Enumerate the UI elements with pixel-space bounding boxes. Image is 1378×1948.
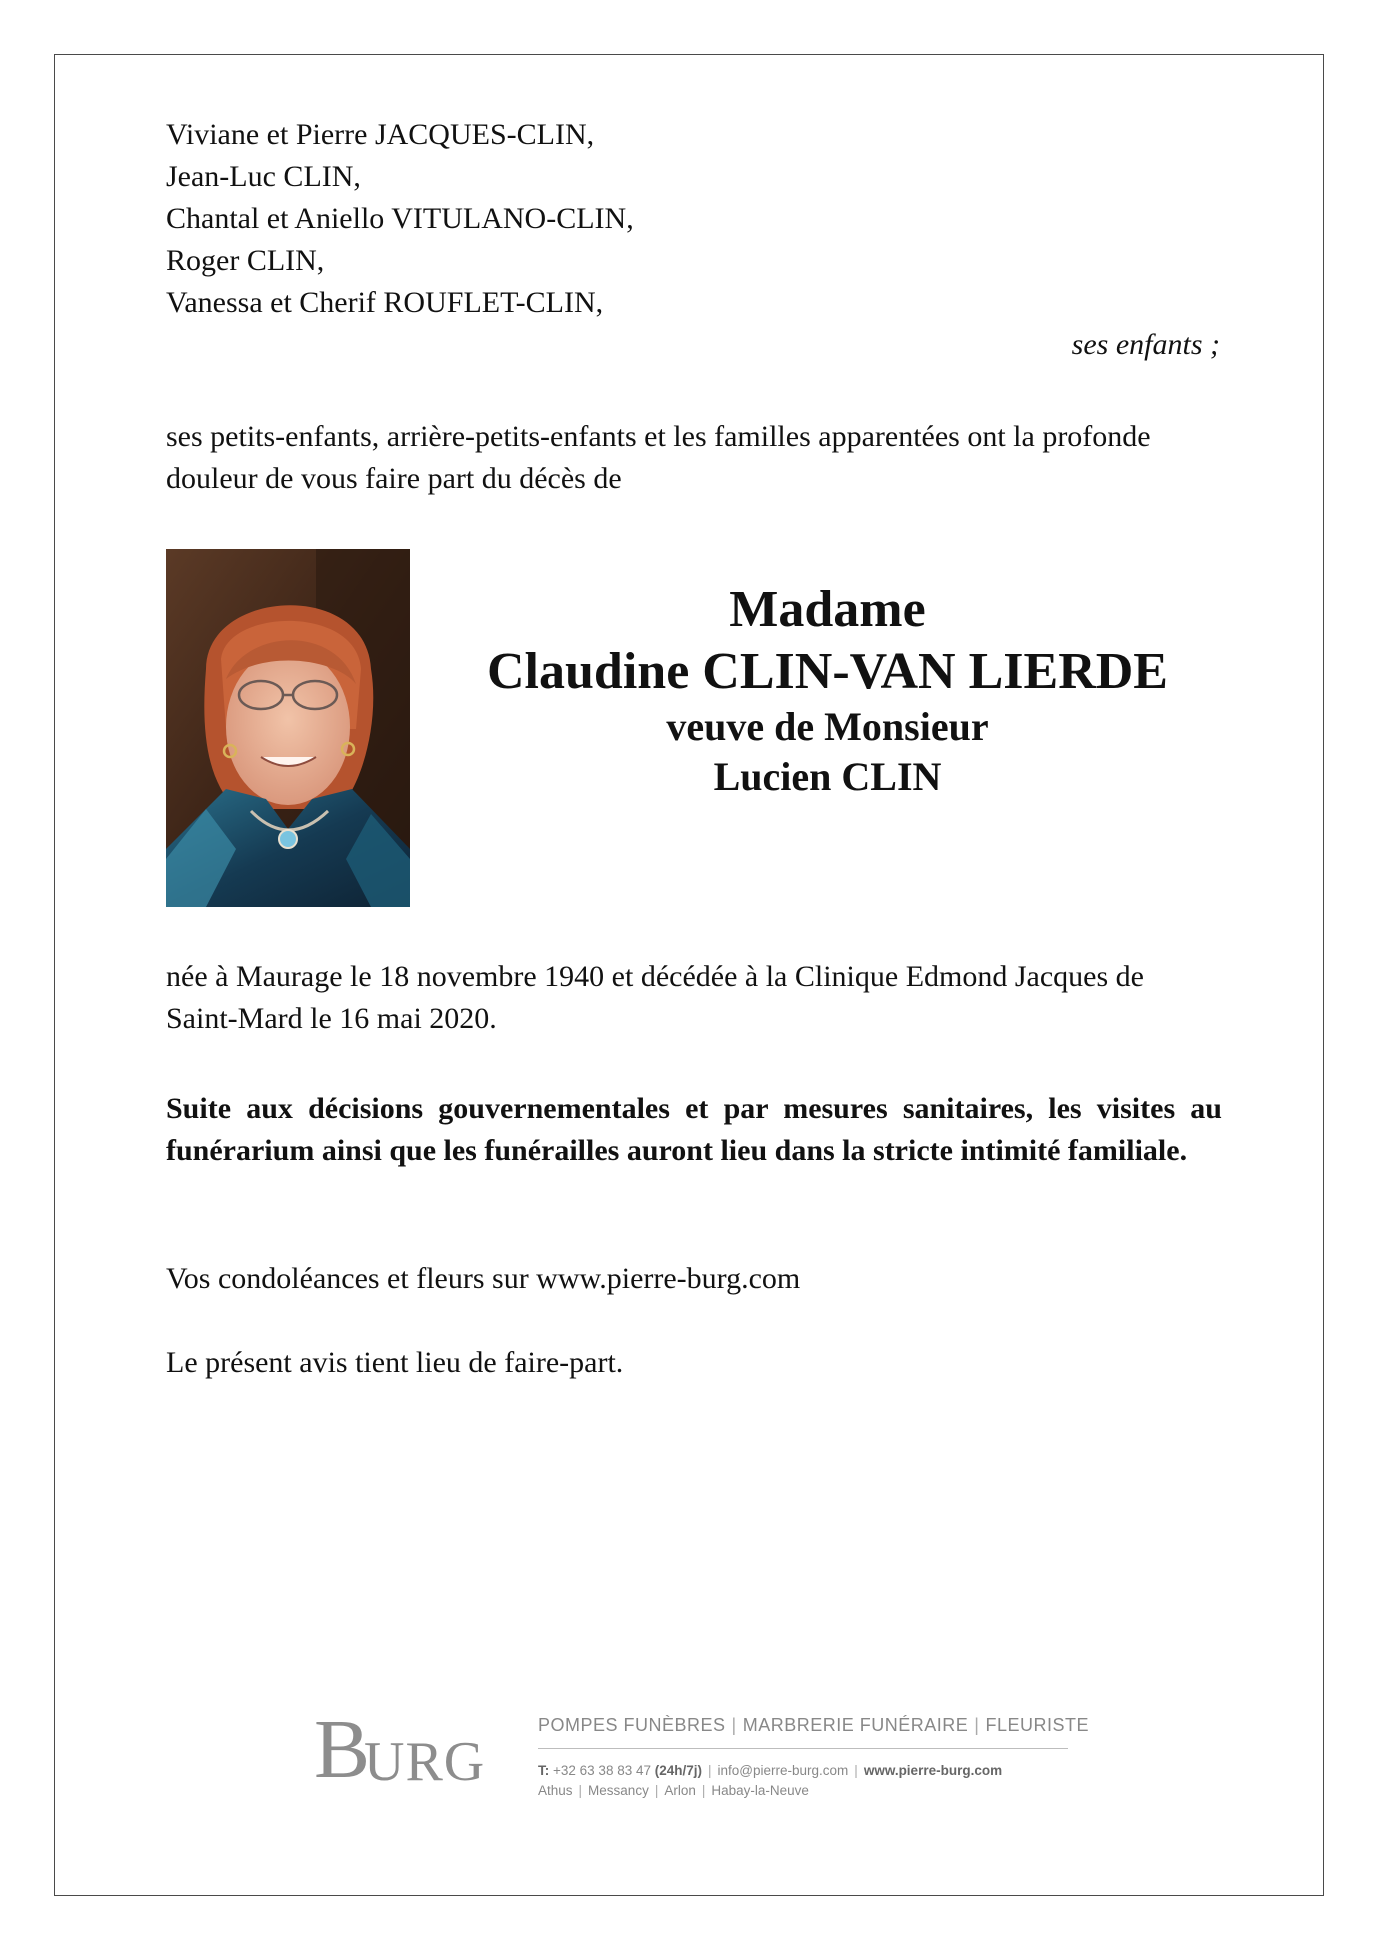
- place-item: Habay-la-Neuve: [711, 1783, 809, 1798]
- service-item: POMPES FUNÈBRES: [538, 1715, 726, 1735]
- deceased-name-block: [420, 580, 1235, 802]
- separator: |: [854, 1763, 858, 1778]
- email-link[interactable]: info@pierre-burg.com: [717, 1763, 849, 1778]
- footer-info: [538, 1712, 1089, 1801]
- birth-death-paragraph: née à Maurage le 18 novembre 1940 et décédée à la Clinique Edmond Jacques de Saint-Mard le 16 mai 2020.: [166, 960, 1144, 1035]
- footer-places: [538, 1781, 1068, 1801]
- condolences-paragraph: Vos condoléances et fleurs sur www.pierre-burg.com: [166, 1262, 801, 1295]
- child-name: Viviane et Pierre JACQUES-CLIN,: [166, 118, 595, 151]
- website-link[interactable]: www.pierre-burg.com: [863, 1763, 1003, 1778]
- burg-logo: [314, 1703, 494, 1796]
- child-name: Jean-Luc CLIN,: [166, 160, 361, 193]
- place-item: Athus: [538, 1783, 573, 1798]
- children-list: [166, 114, 1222, 366]
- deceased-title: Madame: [729, 581, 926, 638]
- child-name: Vanessa et Cherif ROUFLET-CLIN,: [166, 286, 604, 319]
- intro-paragraph: ses petits-enfants, arrière-petits-enfants et les familles apparentées ont la profonde douleur de vous faire part du décès de: [166, 420, 1151, 495]
- deceased-name: Claudine CLIN-VAN LIERDE: [487, 643, 1168, 700]
- spouse-name: Lucien CLIN: [713, 754, 942, 799]
- sanitary-notice: Suite aux décisions gouvernementales et par mesures sanitaires, les visites au funérarium ainsi que les funérailles auront lieu dans la stricte intimité familiale.: [166, 1092, 1222, 1167]
- phone-label: T:: [538, 1763, 550, 1778]
- faire-part-note: Le présent avis tient lieu de faire-part.: [166, 1346, 624, 1379]
- separator: |: [654, 1783, 659, 1798]
- service-item: MARBRERIE FUNÉRAIRE: [742, 1715, 969, 1735]
- logo-rest: URG: [364, 1731, 486, 1793]
- phone-number: +32 63 38 83 47: [553, 1763, 651, 1778]
- separator: |: [578, 1783, 583, 1798]
- relation-label: veuve de Monsieur: [666, 704, 989, 749]
- separator: |: [974, 1715, 980, 1735]
- separator: |: [701, 1783, 706, 1798]
- separator: |: [731, 1715, 737, 1735]
- footer-services: [538, 1712, 1089, 1749]
- children-role: ses enfants ;: [1071, 328, 1220, 361]
- portrait-photo: [166, 549, 410, 907]
- child-name: Chantal et Aniello VITULANO-CLIN,: [166, 202, 634, 235]
- place-item: Messancy: [588, 1783, 649, 1798]
- service-item: FLEURISTE: [985, 1715, 1089, 1735]
- child-name: Roger CLIN,: [166, 244, 325, 277]
- logo-initial: B: [314, 1703, 371, 1796]
- phone-hours: (24h/7j): [654, 1763, 703, 1778]
- place-item: Arlon: [664, 1783, 696, 1798]
- separator: |: [708, 1763, 712, 1778]
- footer-contact: [538, 1761, 1068, 1781]
